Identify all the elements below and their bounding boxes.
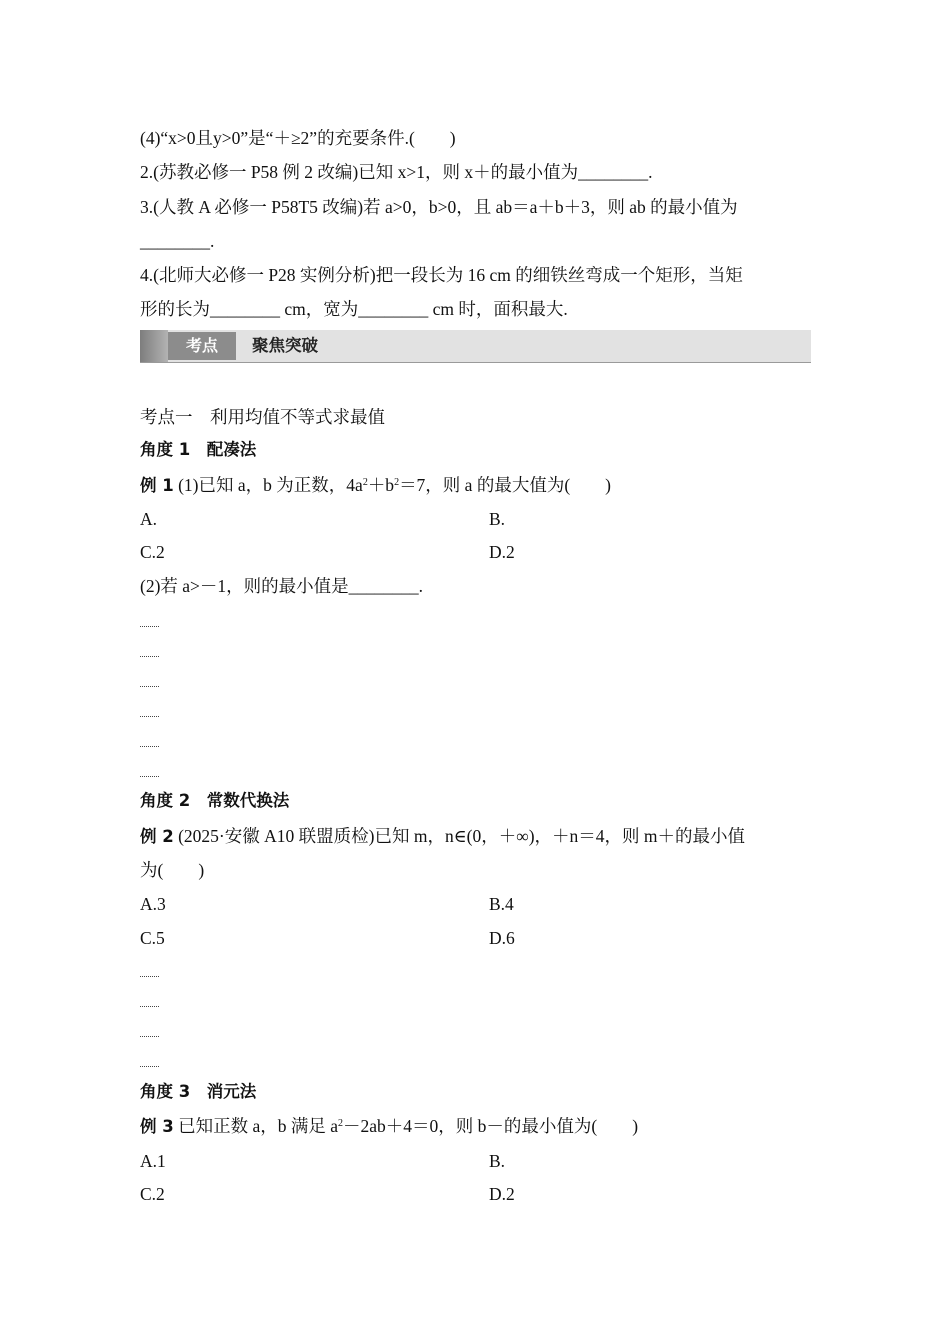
answer-dots [140,1006,159,1007]
judge-item-4: (4)“x>0且y>0”是“＋≥2”的充要条件.( ) [140,128,456,148]
example-1-option-c: C.2 [140,542,165,562]
angle-2-heading: 角度 2 常数代换法 [140,791,290,810]
answer-dots [140,976,159,977]
answer-dots [140,1036,159,1037]
exercise-3-line1: 3.(人教 A 必修一 P58T5 改编)若 a>0，b>0，且 ab＝a＋b＋3，则 ab 的最小值为 [140,197,738,217]
example-3-option-a: A.1 [140,1151,166,1171]
exercise-3-line2: ________. [140,231,215,251]
example-1-exponent-b: 2 [394,477,400,488]
example-3-option-c: C.2 [140,1184,165,1204]
example-1-text-mid: ＋b [367,475,395,495]
angle-3-heading: 角度 3 消元法 [140,1082,257,1101]
answer-dots [140,626,159,627]
example-2-question-line2: 为( ) [140,860,205,880]
example-2-option-c: C.5 [140,928,165,948]
example-3-option-d: D.2 [489,1184,515,1204]
example-1-label: 例 1 [140,476,174,495]
example-2-option-b: B.4 [489,894,514,914]
example-1-part-2: (2)若 a>－1，则的最小值是________. [140,576,424,596]
example-2-text: (2025·安徽 A10 联盟质检)已知 m，n∈(0，＋∞)，＋n＝4，则 m＋的最小值 [173,826,746,846]
example-2-question-line1 [140,824,745,849]
answer-dots [140,686,159,687]
kaodian-heading: 考点一 利用均值不等式求最值 [140,407,385,427]
example-2-option-d: D.6 [489,928,515,948]
example-3-exponent: 2 [338,1118,344,1129]
exercise-4-line2: 形的长为________ cm，宽为________ cm 时，面积最大. [140,299,568,319]
example-3-option-b: B. [489,1151,506,1171]
exercise-4-line1: 4.(北师大必修一 P28 实例分析)把一段长为 16 cm 的细铁丝弯成一个矩形，当矩 [140,265,743,285]
example-1-text-pre: (1)已知 a，b 为正数，4a [173,475,363,495]
answer-dots [140,776,159,777]
section-tag: 考点 [168,332,236,360]
exercise-2: 2.(苏教必修一 P58 例 2 改编)已知 x>1，则 x＋的最小值为________. [140,162,653,182]
example-1-option-a: A. [140,509,158,529]
example-2-option-a: A.3 [140,894,166,914]
example-1-question [140,473,611,498]
answer-dots [140,1066,159,1067]
example-3-question [140,1114,638,1139]
example-1-option-b: B. [489,509,506,529]
example-3-label: 例 3 [140,1117,174,1136]
example-1-exponent-a: 2 [362,477,368,488]
example-1-text-post: ＝7，则 a 的最大值为( ) [399,475,611,495]
angle-1-heading: 角度 1 配凑法 [140,440,257,459]
answer-dots [140,746,159,747]
section-header-bar [140,330,811,363]
example-2-label: 例 2 [140,827,174,846]
answer-dots [140,716,159,717]
section-bar-accent [140,330,168,362]
example-3-text-pre: 已知正数 a，b 满足 a [173,1116,339,1136]
example-1-option-d: D.2 [489,542,515,562]
answer-dots [140,656,159,657]
section-title: 聚焦突破 [252,336,318,355]
example-3-text-post: －2ab＋4＝0，则 b－的最小值为( ) [343,1116,639,1136]
